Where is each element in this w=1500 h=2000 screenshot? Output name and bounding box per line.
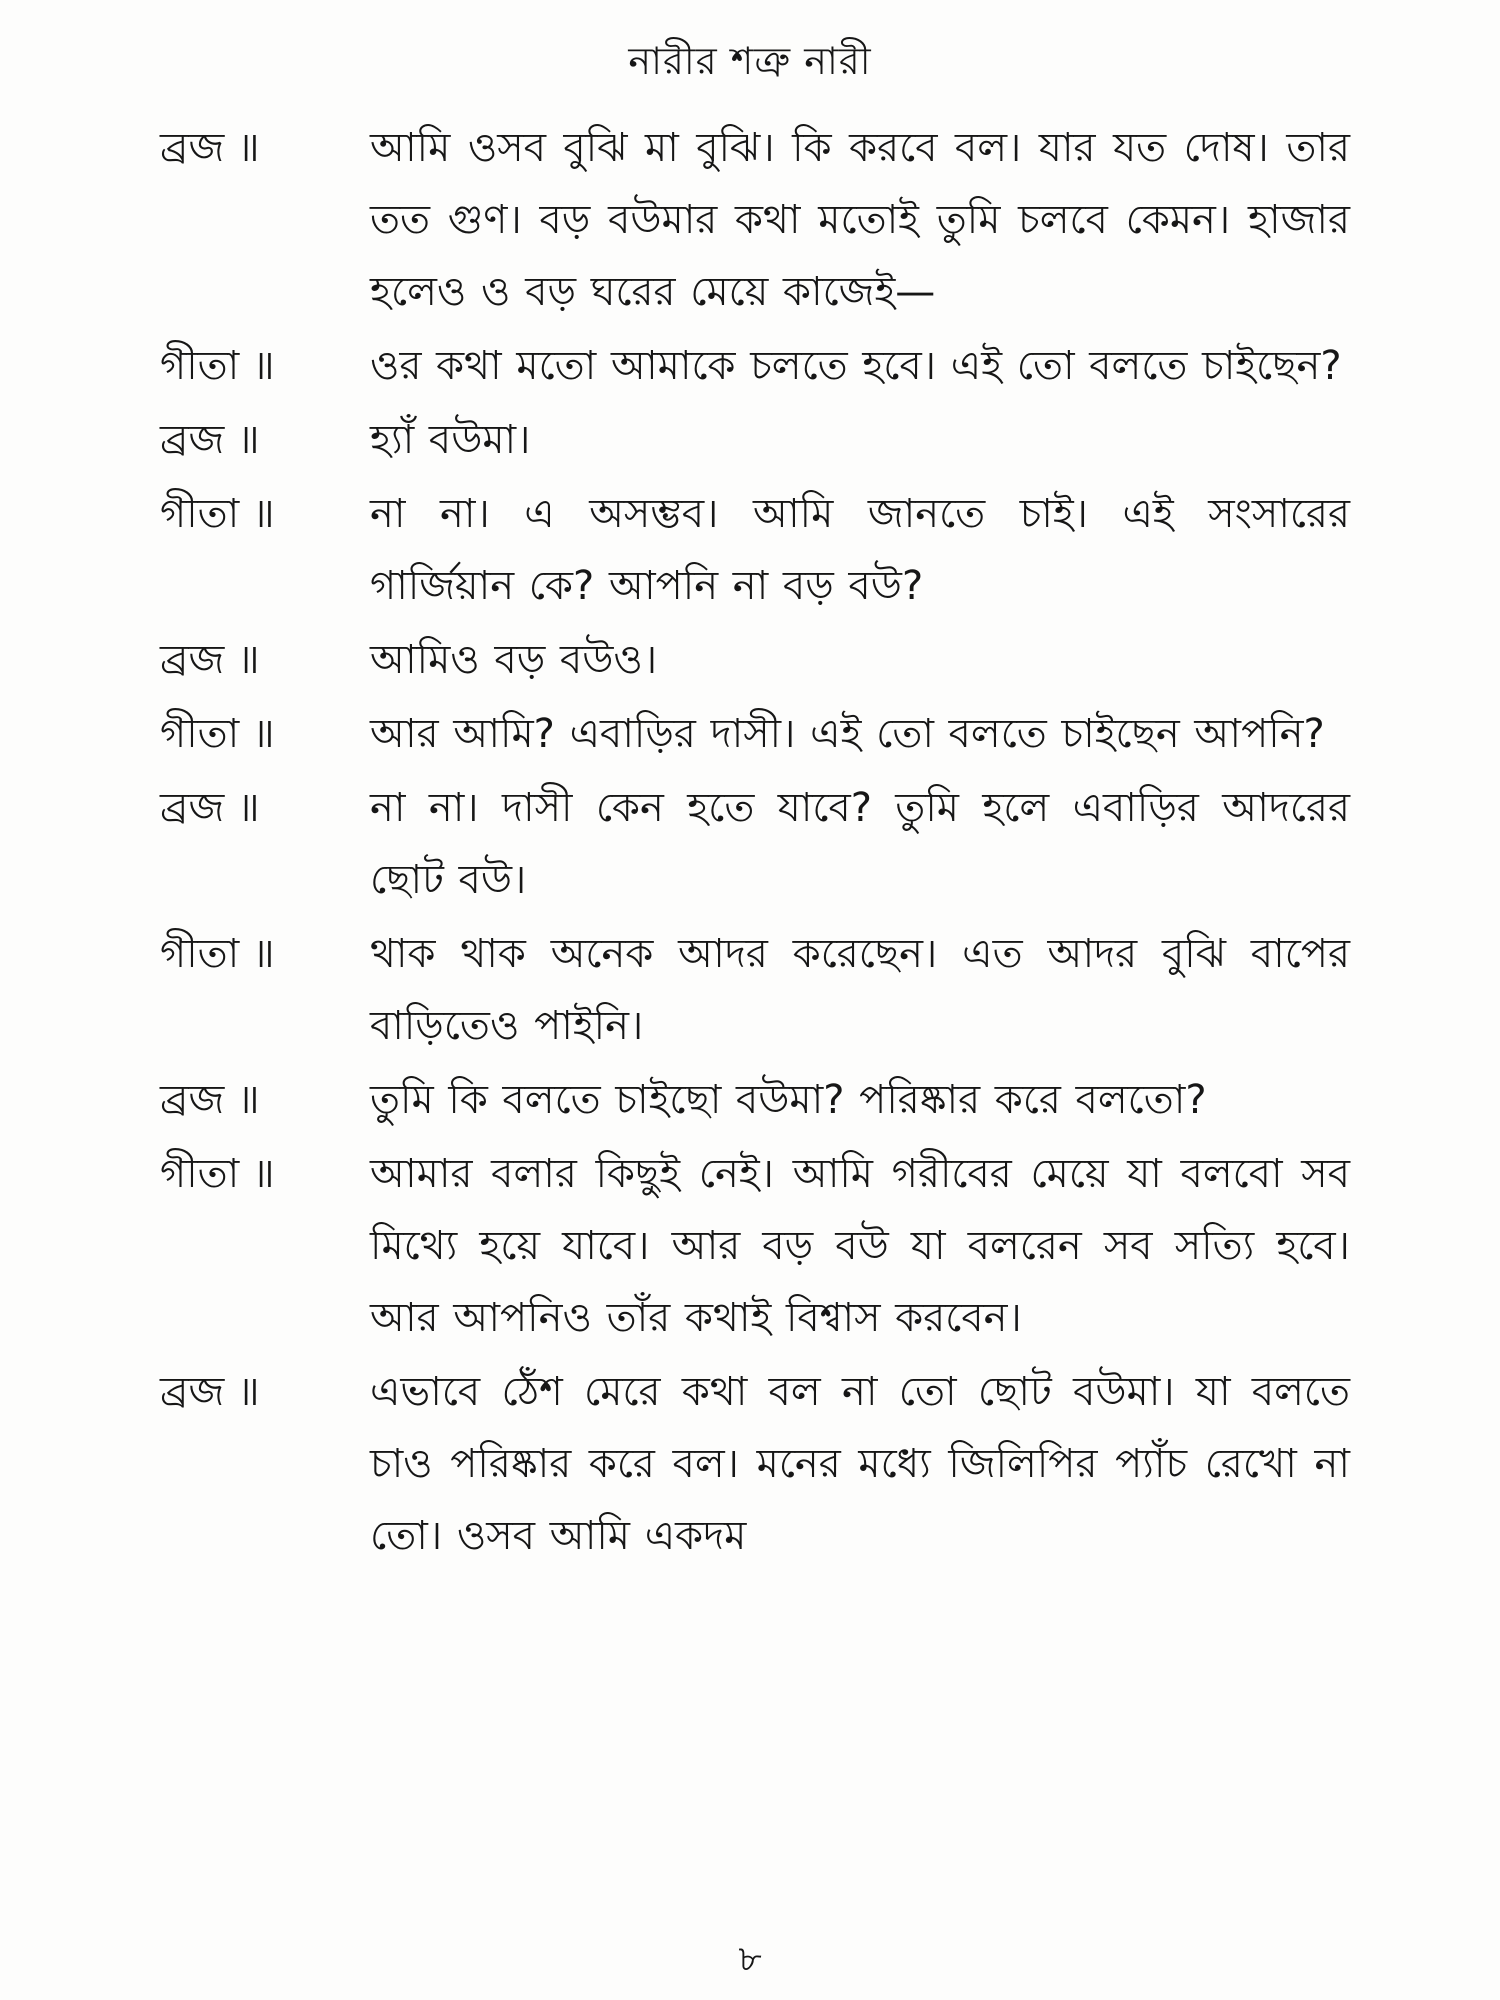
dialogue-block bbox=[160, 112, 1350, 1574]
speaker-label: গীতা ॥ bbox=[160, 1151, 275, 1197]
speaker-label: গীতা ॥ bbox=[160, 931, 275, 977]
dialogue-text: আমি ওসব বুঝি মা বুঝি। কি করবে বল। যার যত দোষ। তার তত গুণ। বড় বউমার কথা মতোই তুমি চলবে কেমন। হাজার হলেও ও বড় ঘরের মেয়ে কাজেই— bbox=[370, 125, 1350, 315]
speaker-label: গীতা ॥ bbox=[160, 491, 275, 537]
speaker-label: ব্রজ ॥ bbox=[160, 1369, 260, 1415]
running-header: নারীর শত্রু নারী bbox=[628, 39, 872, 83]
dialogue-text: হ্যাঁ বউমা। bbox=[370, 417, 531, 463]
speaker-label: ব্রজ ॥ bbox=[160, 417, 260, 463]
dialogue-text: না না। এ অসম্ভব। আমি জানতে চাই। এই সংসারের গার্জিয়ান কে? আপনি না বড় বউ? bbox=[370, 491, 1350, 609]
dialogue-entry bbox=[160, 772, 1350, 916]
dialogue-text: আমার বলার কিছুই নেই। আমি গরীবের মেয়ে যা বলবো সব মিথ্যে হয়ে যাবে। আর বড় বউ যা বলরেন সব সত্যি হবে। আর আপনিও তাঁর কথাই বিশ্বাস করবেন। bbox=[370, 1151, 1350, 1341]
dialogue-text: না না। দাসী কেন হতে যাবে? তুমি হলে এবাড়ির আদরের ছোট বউ। bbox=[370, 785, 1350, 903]
dialogue-entry bbox=[160, 918, 1350, 1062]
dialogue-entry bbox=[160, 1356, 1350, 1572]
speaker-label: গীতা ॥ bbox=[160, 711, 275, 757]
dialogue-entry bbox=[160, 624, 1350, 696]
dialogue-entry bbox=[160, 1064, 1350, 1136]
dialogue-entry bbox=[160, 330, 1350, 402]
dialogue-text: তুমি কি বলতে চাইছো বউমা? পরিষ্কার করে বলতো? bbox=[370, 1077, 1207, 1123]
dialogue-text: থাক থাক অনেক আদর করেছেন। এত আদর বুঝি বাপের বাড়িতেও পাইনি। bbox=[370, 931, 1350, 1049]
dialogue-entry bbox=[160, 478, 1350, 622]
dialogue-text: ওর কথা মতো আমাকে চলতে হবে। এই তো বলতে চাইছেন? bbox=[370, 343, 1342, 389]
dialogue-text: আর আমি? এবাড়ির দাসী। এই তো বলতে চাইছেন আপনি? bbox=[370, 711, 1325, 757]
page-number: ৮ bbox=[738, 1939, 762, 1980]
speaker-label: ব্রজ ॥ bbox=[160, 637, 260, 683]
speaker-label: ব্রজ ॥ bbox=[160, 125, 260, 171]
dialogue-entry bbox=[160, 404, 1350, 476]
dialogue-entry bbox=[160, 698, 1350, 770]
speaker-label: গীতা ॥ bbox=[160, 343, 275, 389]
speaker-label: ব্রজ ॥ bbox=[160, 1077, 260, 1123]
speaker-label: ব্রজ ॥ bbox=[160, 785, 260, 831]
dialogue-entry bbox=[160, 1138, 1350, 1354]
dialogue-text: এভাবে ঠেঁশ মেরে কথা বল না তো ছোট বউমা। যা বলতে চাও পরিষ্কার করে বল। মনের মধ্যে জিলিপির প্যাঁচ রেখো না তো। ওসব আমি একদম bbox=[370, 1369, 1350, 1559]
dialogue-text: আমিও বড় বউও। bbox=[370, 637, 658, 683]
dialogue-entry bbox=[160, 112, 1350, 328]
